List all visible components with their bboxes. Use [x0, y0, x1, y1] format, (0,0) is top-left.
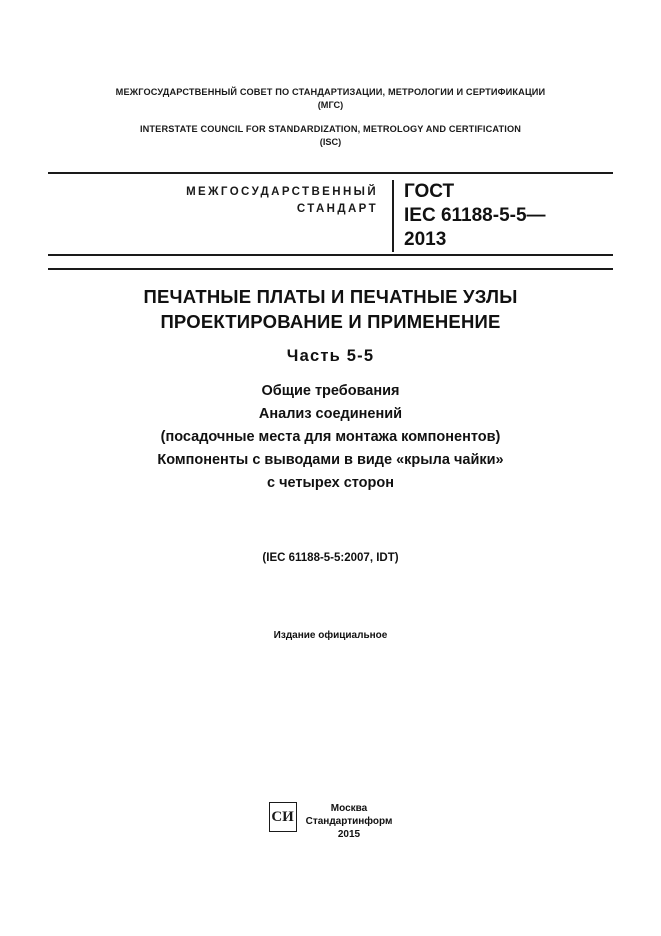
standard-type	[128, 184, 378, 218]
title-part: Часть 5-5	[286, 347, 375, 365]
publisher-year: 2015	[337, 829, 361, 840]
publisher-block	[48, 800, 613, 841]
council-en-abbr: (ISC)	[319, 137, 342, 147]
divider-bottom	[48, 268, 613, 270]
source-reference: (IEC 61188-5-5:2007, IDT)	[262, 552, 399, 564]
standard-type-line2: СТАНДАРТ	[296, 203, 378, 215]
page-title	[48, 284, 613, 495]
publisher-text	[306, 800, 393, 841]
official-edition-note: Издание официальное	[273, 630, 388, 641]
standard-number	[404, 180, 614, 252]
title-main-line2: ПРОЕКТИРОВАНИЕ И ПРИМЕНЕНИЕ	[160, 311, 501, 332]
standard-number-line2: IEC 61188-5-5—	[404, 205, 546, 226]
divider-vertical	[392, 180, 394, 252]
divider-top	[48, 172, 613, 174]
standard-number-line3: 2013	[404, 229, 447, 250]
council-spacer	[48, 112, 613, 123]
council-ru-abbr: (МГС)	[317, 100, 344, 110]
title-sub-line3: (посадочные места для монтажа компонентов)	[160, 429, 501, 445]
council-en-name: INTERSTATE COUNCIL FOR STANDARDIZATION, METROLOGY AND CERTIFICATION	[139, 124, 522, 134]
standard-number-line1: ГОСТ	[404, 181, 455, 202]
title-main-line1: ПЕЧАТНЫЕ ПЛАТЫ И ПЕЧАТНЫЕ УЗЛЫ	[143, 286, 518, 307]
publisher-name: Стандартинформ	[305, 816, 393, 827]
council-header	[48, 86, 613, 149]
council-ru-name: МЕЖГОСУДАРСТВЕННЫЙ СОВЕТ ПО СТАНДАРТИЗАЦИИ, МЕТРОЛОГИИ И СЕРТИФИКАЦИИ	[115, 87, 546, 97]
standard-identification	[48, 180, 613, 252]
standard-type-line1: МЕЖГОСУДАРСТВЕННЫЙ	[186, 186, 378, 198]
title-sub-line5: с четырех сторон	[267, 475, 394, 491]
standartinform-logo-icon: СИ	[269, 802, 297, 832]
title-sub-line1: Общие требования	[261, 383, 400, 399]
publisher-city: Москва	[330, 803, 368, 814]
title-sub-line2: Анализ соединений	[258, 406, 403, 422]
title-sub-line4: Компоненты с выводами в виде «крыла чайки»	[157, 452, 504, 468]
divider-middle	[48, 254, 613, 256]
